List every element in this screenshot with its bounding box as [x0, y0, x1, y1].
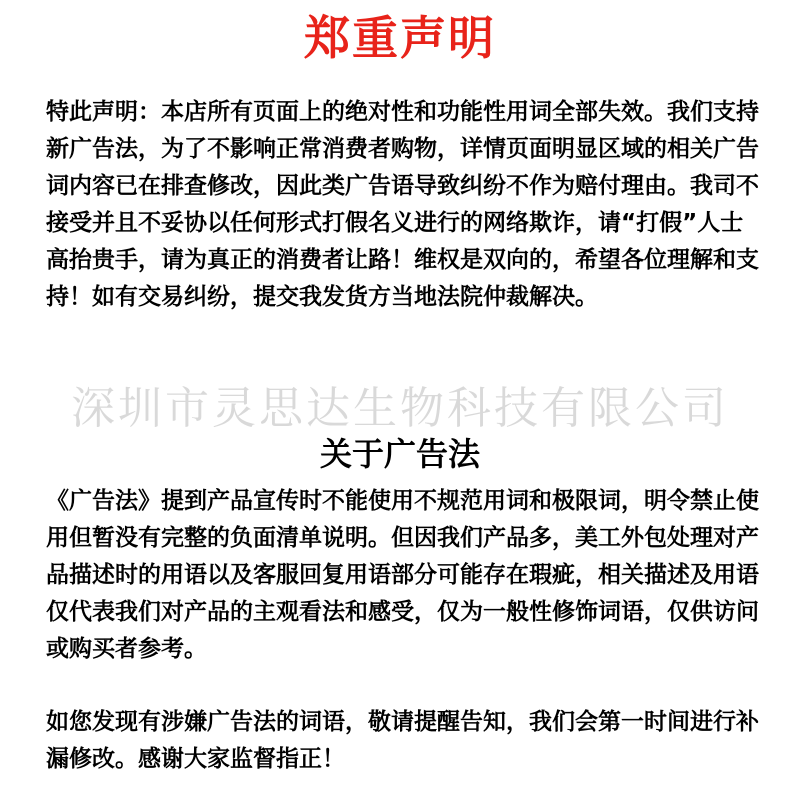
closing-paragraph: 如您发现有涉嫌广告法的词语，敬请提醒告知，我们会第一时间进行补漏修改。感谢大家监督指正！	[46, 709, 759, 772]
ad-law-paragraph: 《广告法》提到产品宣传时不能使用不规范用词和极限词，明令禁止使用但暂没有完整的负面清单说明。但因我们产品多，美工外包处理对产品描述时的用语以及客服回复用语部分可能存在瑕疵，相关描述及用语仅代表我们对产品的主观看法和感受，仅为一般性修饰词语，仅供访问或购买者参考。	[46, 488, 759, 662]
section-heading-ad-law: 关于广告法	[319, 435, 480, 473]
page-title: 郑重声明	[304, 11, 496, 65]
company-watermark: 深圳市灵思达生物科技有限公司	[71, 383, 729, 434]
declaration-paragraph: 特此声明：本店所有页面上的绝对性和功能性用词全部失效。我们支持新广告法，为了不影响正常消费者购物，详情页面明显区域的相关广告词内容已在排查修改，因此类广告语导致纠纷不作为赔付理由。我司不接受并且不妥协以任何形式打假名义进行的网络欺诈，请“打假”人士高抬贵手，请为真正的消费者让路！维权是双向的，希望各位理解和支持！如有交易纠纷，提交我发货方当地法院仲裁解决。	[46, 99, 759, 310]
